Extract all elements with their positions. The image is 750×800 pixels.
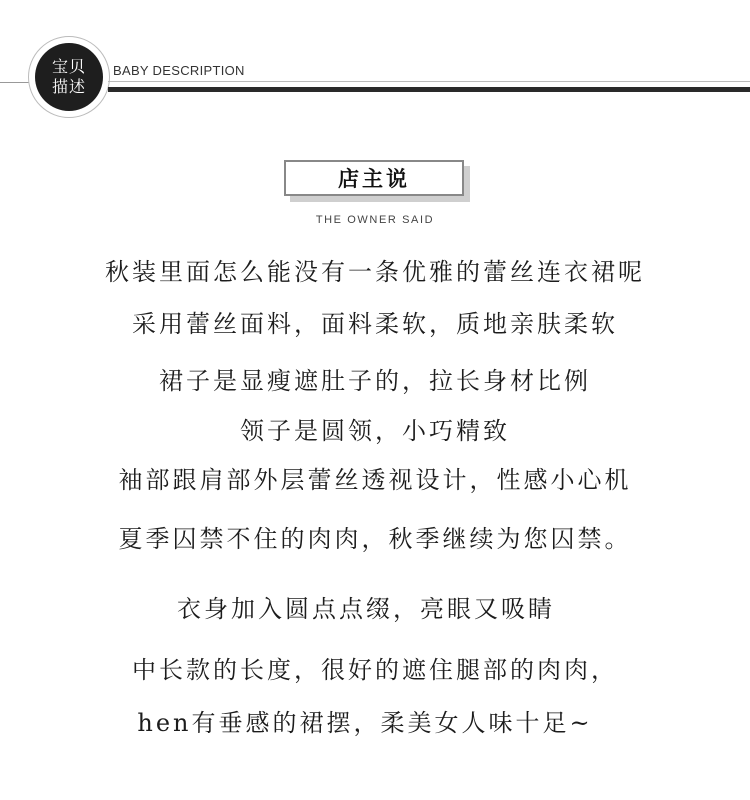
description-line: 裙子是显瘦遮肚子的，拉长身材比例 <box>159 367 591 395</box>
description-line: 袖部跟肩部外层蕾丝透视设计，性感小心机 <box>118 466 632 494</box>
section-label: BABY DESCRIPTION <box>113 63 245 78</box>
page-subtitle: THE OWNER SAID <box>315 214 435 226</box>
section-badge <box>35 43 103 111</box>
section-header <box>0 0 750 120</box>
description-line: hen有垂感的裙摆，柔美女人味十足~ <box>137 709 593 737</box>
description-line: 采用蕾丝面料，面料柔软，质地亲肤柔软 <box>132 310 618 338</box>
description-line: 中长款的长度，很好的遮住腿部的肉肉， <box>132 656 618 684</box>
description-line: 领子是圆领，小巧精致 <box>240 417 510 445</box>
description-line: 衣身加入圆点点缀，亮眼又吸睛 <box>177 595 555 623</box>
page-title: 店主说 <box>284 160 464 196</box>
header-thick-rule <box>108 87 750 92</box>
description-line: 夏季囚禁不住的肉肉，秋季继续为您囚禁。 <box>118 525 632 553</box>
badge-line-1: 宝贝 <box>51 57 86 76</box>
badge-line-2: 描述 <box>51 77 86 96</box>
description-line: 秋装里面怎么能没有一条优雅的蕾丝连衣裙呢 <box>105 258 645 286</box>
header-thin-rule <box>108 81 750 82</box>
